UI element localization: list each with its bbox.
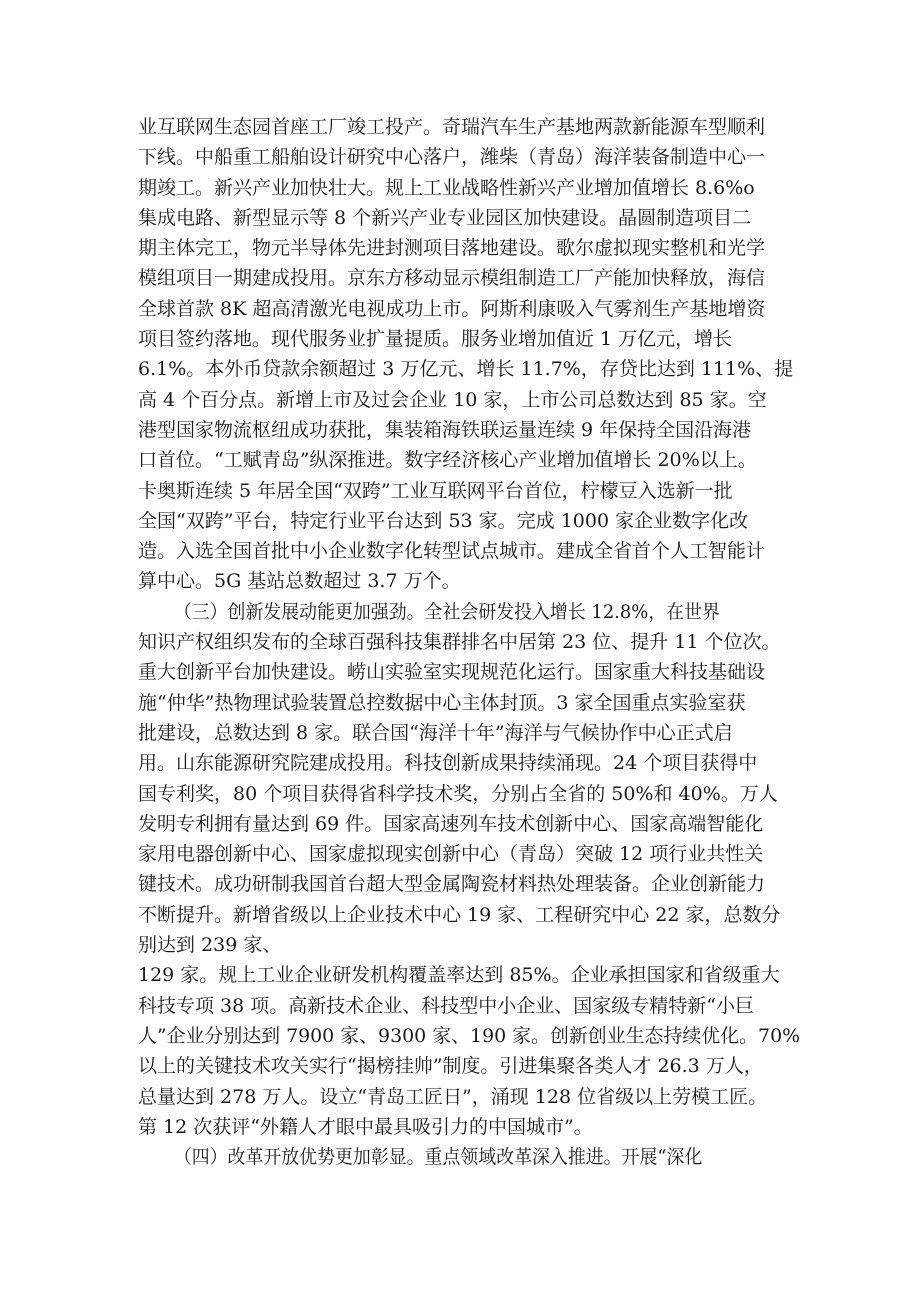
text-line: 业互联网生态园首座工厂竣工投产。奇瑞汽车生产基地两款新能源车型顺利 [138,116,766,138]
text-line: 集成电路、新型显示等 8 个新兴产业专业园区加快建设。晶圆制造项目二 [138,206,752,229]
text-line: 造。入选全国首批中小企业数字化转型试点城市。建成全省首个人工智能计 [138,540,766,563]
text-line: 第 12 次获评“外籍人才眼中最具吸引力的中国城市”。 [138,1115,593,1138]
paragraph-reform [138,1142,800,1172]
text-line: 算中心。5G 基站总数超过 3.7 万个。 [138,570,461,593]
text-line: 高 4 个百分点。新增上市及过会企业 10 家，上市公司总数达到 85 家。空 [138,388,767,411]
paragraph-industry [138,112,800,597]
text-line: 科技专项 38 项。高新技术企业、科技型中小企业、国家级专精特新“小巨 [138,994,754,1017]
document-body [138,112,800,1172]
text-line: 港型国家物流枢纽成功获批，集装箱海铁联运量连续 9 年保持全国沿海港 [138,418,752,441]
text-line: 施“仲华”热物理试验装置总控数据中心主体封顶。3 家全国重点实验室获 [138,691,746,714]
text-line: （三）创新发展动能更加强劲。全社会研发投入增长 12.8%，在世界 [173,600,720,623]
text-line: 国专利奖，80 个项目获得省科学技术奖，分别占全省的 50%和 40%。万人 [138,782,778,805]
text-line: 批建设，总数达到 8 家。联合国“海洋十年”海洋与气候协作中心正式启 [138,721,733,744]
text-line: 下线。中船重工船舶设计研究中心落户，潍柴（青岛）海洋装备制造中心一 [138,146,766,169]
text-line: 用。山东能源研究院建成投用。科技创新成果持续涌现。24 个项目获得中 [138,752,758,775]
text-line: 6.1%。本外币贷款余额超过 3 万亿元、增长 11.7%，存贷比达到 111%、提 [138,358,794,381]
text-line: 项目签约落地。现代服务业扩量提质。服务业增加值近 1 万亿元，增长 [138,328,733,351]
text-line: （四）改革开放优势更加彰显。重点领域改革深入推进。开展“深化 [173,1146,703,1169]
text-line: 卡奥斯连续 5 年居全国“双跨”工业互联网平台首位，柠檬豆入选新一批 [138,479,733,502]
text-line: 发明专利拥有量达到 69 件。国家高速列车技术创新中心、国家高端智能化 [138,812,764,835]
text-line: 期竣工。新兴产业加快壮大。规上工业战略性新兴产业增加值增长 8.6%o [138,176,755,199]
text-line: 总量达到 278 万人。设立“青岛工匠日”，涌现 128 位省级以上劳模工匠。 [138,1085,768,1108]
text-line: 人”企业分别达到 7900 家、9300 家、190 家。创新创业生态持续优化。70% [138,1024,801,1047]
paragraph-innovation [138,597,800,1142]
text-line: 知识产权组织发布的全球百强科技集群排名中居第 23 位、提升 11 个位次。 [138,631,781,654]
text-line: 口首位。“工赋青岛”纵深推进。数字经济核心产业增加值增长 20%以上。 [138,449,757,472]
text-line: 期主体完工，物元半导体先进封测项目落地建设。歌尔虚拟现实整机和光学 [138,237,766,260]
text-line: 重大创新平台加快建设。崂山实验室实现规范化运行。国家重大科技基础设 [138,661,766,684]
text-line: 全球首款 8K 超高清激光电视成功上市。阿斯利康吸入气雾剂生产基地增资 [138,297,766,320]
text-line: 家用电器创新中心、国家虚拟现实创新中心（青岛）突破 12 项行业共性关 [138,843,764,866]
text-line: 129 家。规上工业企业研发机构覆盖率达到 85%。企业承担国家和省级重大 [138,964,780,987]
text-line: 以上的关键技术攻关实行“揭榜挂帅”制度。引进集聚各类人才 26.3 万人， [138,1055,763,1078]
text-line: 模组项目一期建成投用。京东方移动显示模组制造工厂产能加快释放，海信 [138,267,766,290]
text-line: 不断提升。新增省级以上企业技术中心 19 家、工程研究中心 22 家，总数分 [138,903,781,926]
text-line: 别达到 239 家、 [138,934,282,957]
text-line: 键技术。成功研制我国首台超大型金属陶瓷材料热处理装备。企业创新能力 [138,873,766,896]
text-line: 全国“双跨”平台，特定行业平台达到 53 家。完成 1000 家企业数字化改 [138,509,749,532]
